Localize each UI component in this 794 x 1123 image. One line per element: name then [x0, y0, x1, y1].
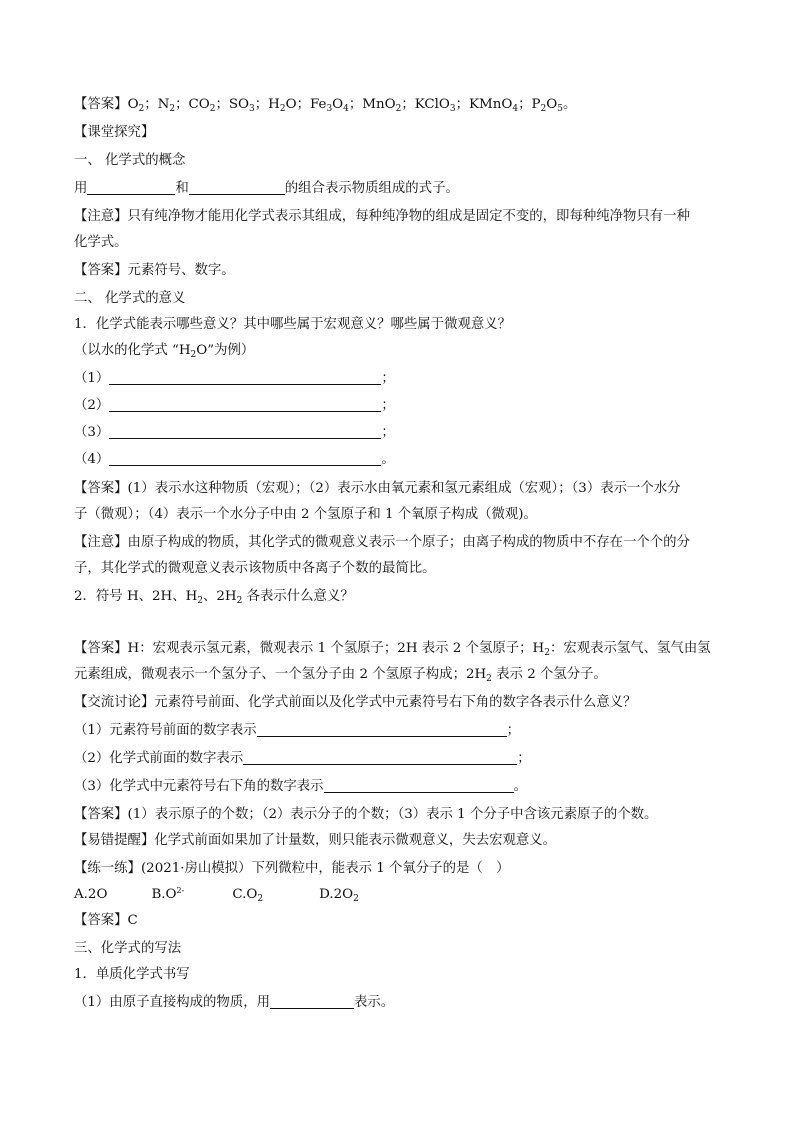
discussion-blank-1: （1）元素符号前面的数字表示 ；	[74, 723, 520, 738]
fill-blank[interactable]	[109, 398, 381, 412]
formula-list: $O_2$；$N_2$；$CO_2$；$SO_3$；$H_2O$；$Fe_3O_4$；MnO$_2$；KClO$_3$；KMnO$_4$；$P_2O_5$。	[127, 97, 577, 114]
note-line: 化学式。	[74, 235, 128, 250]
fill-blank[interactable]	[109, 425, 381, 439]
chemical-formula: $H_2O$	[268, 97, 297, 114]
fill-blank[interactable]	[109, 452, 381, 466]
answer-line: 【答案】H：宏观表示氢元素，微观表示 1 个氢原子；2H 表示 2 个氢原子；$H_2$：宏观表示氢气、氢气由氢	[74, 641, 711, 658]
item-1: （1）由原子直接构成的物质，用 表示。	[74, 995, 395, 1010]
practice-question: 【练一练】(2021·房山模拟）下列微粒中，能表示 1 个氧分子的是（ ）	[74, 861, 510, 876]
fill-blank[interactable]	[270, 995, 354, 1009]
option-b[interactable]: $B.O^{2-}$	[151, 886, 185, 902]
question-2: 2．符号 H、2H、$H_2$、$2H_2$ 各表示什么意义？	[74, 589, 354, 606]
section3-heading: 三、化学式的写法	[74, 941, 182, 956]
discussion-prompt: 【交流讨论】元素符号前面、化学式前面以及化学式中元素符号右下角的数字各表示什么意义？	[74, 695, 637, 710]
answer-formulas: 【答案】$O_2$；$N_2$；$CO_2$；$SO_3$；$H_2O$；$Fe_3O_4$；MnO$_2$；KClO$_3$；KMnO$_4$；$P_2O_5$。	[74, 97, 577, 114]
fill-blank[interactable]	[189, 181, 285, 195]
blank-line-3: （3） ；	[74, 425, 395, 440]
practice-options	[74, 886, 359, 904]
answer-line: 元素组成，微观表示一个氢分子、一个氢分子由 2 个氢原子构成；$2H_2$ 表示 2 个氢分子。	[74, 667, 607, 684]
fill-blank[interactable]	[324, 779, 514, 793]
chemical-formula: MnO$_2$	[362, 97, 402, 114]
section1-heading: 一、 化学式的概念	[74, 153, 186, 168]
note-line: 子，其化学式的微观意义表示该物质中各离子个数的最简比。	[74, 561, 436, 576]
subsection-heading: 1．单质化学式书写	[74, 967, 190, 982]
question-1: 1．化学式能表示哪些意义？其中哪些属于宏观意义？哪些属于微观意义？	[74, 317, 512, 332]
answer-line: 【答案】C	[74, 913, 138, 928]
fill-blank[interactable]	[257, 723, 507, 737]
option-c[interactable]: $C.O_2$	[232, 887, 264, 904]
chemical-formula: $P_2O_5$	[531, 97, 563, 114]
mistake-tip: 【易错提醒】化学式前面如果加了计量数，则只能表示微观意义，失去宏观意义。	[74, 833, 557, 848]
blank-line-4: （4） 。	[74, 452, 395, 467]
classroom-heading: 【课堂探究】	[74, 125, 155, 140]
note-line: 【注意】只有纯净物才能用化学式表示其组成，每种纯净物的组成是固定不变的，即每种纯净物只有一种	[74, 209, 690, 224]
chemical-formula: $SO_3$	[228, 97, 255, 114]
chemical-formula: KMnO$_4$	[469, 97, 519, 114]
chemical-formula: KClO$_3$	[414, 97, 456, 114]
section1-definition: 用 和 的组合表示物质组成的式子。	[74, 181, 459, 196]
discussion-blank-2: （2）化学式前面的数字表示 ；	[74, 751, 531, 766]
section2-heading: 二、 化学式的意义	[74, 291, 186, 306]
note-line: 【注意】由原子构成的物质，其化学式的微观意义表示一个原子；由离子构成的物质中不存在一个个的分	[74, 535, 690, 550]
blank-line-1: （1） ；	[74, 371, 395, 386]
blank-line-2: （2） ；	[74, 398, 395, 413]
answer-line: 【答案】(1）表示原子的个数；（2）表示分子的个数；（3）表示 1 个分子中含该元素原子的个数。	[74, 807, 658, 822]
chemical-formula: $O_2$	[127, 97, 145, 114]
question-1-example: （以水的化学式 “$H_2O$”为例）	[74, 343, 255, 360]
chemical-formula: $N_2$	[157, 97, 176, 114]
option-a[interactable]: A.2O	[74, 887, 108, 902]
fill-blank[interactable]	[87, 181, 175, 195]
chemical-formula: $Fe_3O_4$	[309, 97, 349, 114]
fill-blank[interactable]	[243, 751, 517, 765]
answer-line: 【答案】(1）表示水这种物质（宏观）；（2）表示水由氧元素和氢元素组成（宏观）；（3）表示一个水分	[74, 481, 681, 496]
discussion-blank-3: （3）化学式中元素符号右下角的数字表示 。	[74, 779, 527, 794]
fill-blank[interactable]	[109, 371, 381, 385]
chemical-formula: $CO_2$	[188, 97, 216, 114]
answer-line: 【答案】元素符号、数字。	[74, 263, 235, 278]
option-d[interactable]: $D.2O_2$	[319, 887, 359, 904]
answer-line: 子（微观）；（4）表示一个水分子中由 2 个氢原子和 1 个氧原子构成（微观)。	[74, 507, 537, 522]
